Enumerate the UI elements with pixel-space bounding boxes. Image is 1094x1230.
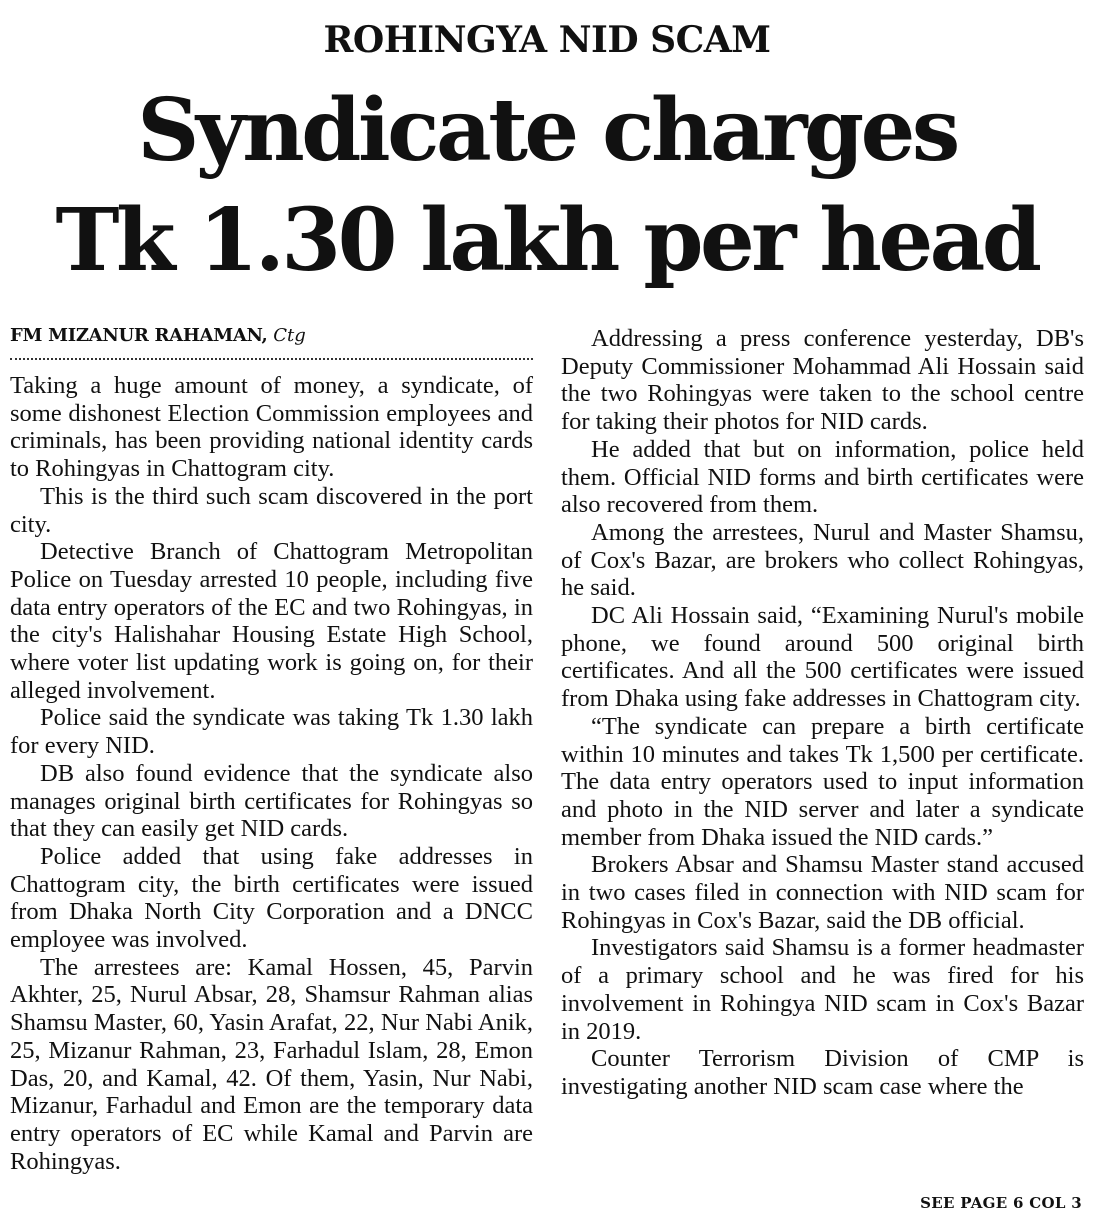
- byline-author: FM MIZANUR RAHAMAN,: [10, 325, 268, 346]
- paragraph: Among the arrestees, Nurul and Master Shamsu, of Cox's Bazar, are brokers who collect Rohingyas, he said.: [561, 518, 1084, 602]
- paragraph: Counter Terrorism Division of CMP is investigating another NID scam case where the: [561, 1045, 1084, 1100]
- paragraph: DC Ali Hossain said, “Examining Nurul's mobile phone, we found around 500 original birth certificates. And all the 500 certificates were issued from Dhaka using fake addresses in Chattogram city.: [561, 602, 1084, 713]
- paragraph: Investigators said Shamsu is a former headmaster of a primary school and he was fired for his involvement in Rohingya NID scam in Cox's Bazar in 2019.: [561, 934, 1084, 1045]
- headline: [0, 76, 1094, 296]
- paragraph: Addressing a press conference yesterday, DB's Deputy Commissioner Mohammad Ali Hossain said the two Rohingyas were taken to the school centre for taking their photos for NID cards.: [561, 325, 1084, 436]
- headline-line-2: Tk 1.30 lakh per head: [55, 190, 1039, 291]
- continued-on-page-link: SEE PAGE 6 COL 3: [920, 1194, 1082, 1212]
- byline-divider: [10, 358, 533, 360]
- paragraph: He added that but on information, police held them. Official NID forms and birth certificates were also recovered from them.: [561, 435, 1084, 519]
- kicker: ROHINGYA NID SCAM: [323, 19, 771, 61]
- headline-line-1: Syndicate charges: [137, 80, 957, 181]
- paragraph: The arrestees are: Kamal Hossen, 45, Parvin Akhter, 25, Nurul Absar, 28, Shamsur Rahman alias Shamsu Master, 60, Yasin Arafat, 22, Nur Nabi Anik, 25, Mizanur Rahman, 23, Farhadul Islam, 28, Emon Das, 20, and Kamal, 42. Of them, Yasin, Nur Nabi, Mizanur, Farhadul and Emon are the temporary data entry operators of EC while Kamal and Parvin are Rohingyas.: [10, 953, 533, 1175]
- article-column-right: [561, 325, 1084, 1101]
- paragraph: Police added that using fake addresses in Chattogram city, the birth certificates were issued from Dhaka North City Corporation and a DNCC employee was involved.: [10, 842, 533, 954]
- paragraph: Police said the syndicate was taking Tk 1.30 lakh for every NID.: [10, 704, 533, 760]
- paragraph: “The syndicate can prepare a birth certificate within 10 minutes and takes Tk 1,500 per certificate. The data entry operators used to input information and photo in the NID server and later a syndicate member from Dhaka issued the NID cards.”: [561, 712, 1084, 851]
- article-column-left: [10, 322, 533, 1175]
- paragraph: DB also found evidence that the syndicate also manages original birth certificates for Rohingyas so that they can easily get NID cards.: [10, 759, 533, 843]
- byline-location: Ctg: [273, 325, 306, 346]
- paragraph: Detective Branch of Chattogram Metropolitan Police on Tuesday arrested 10 people, including five data entry operators of the EC and two Rohingyas, in the city's Halishahar Housing Estate High School, where voter list updating work is going on, for their alleged involvement.: [10, 538, 533, 704]
- byline: [10, 322, 533, 352]
- paragraph: Brokers Absar and Shamsu Master stand accused in two cases filed in connection with NID scam for Rohingyas in Cox's Bazar, said the DB official.: [561, 851, 1084, 934]
- paragraph: This is the third such scam discovered in the port city.: [10, 482, 533, 538]
- paragraph: Taking a huge amount of money, a syndicate, of some dishonest Election Commission employees and criminals, has been providing national identity cards to Rohingyas in Chattogram city.: [10, 372, 533, 483]
